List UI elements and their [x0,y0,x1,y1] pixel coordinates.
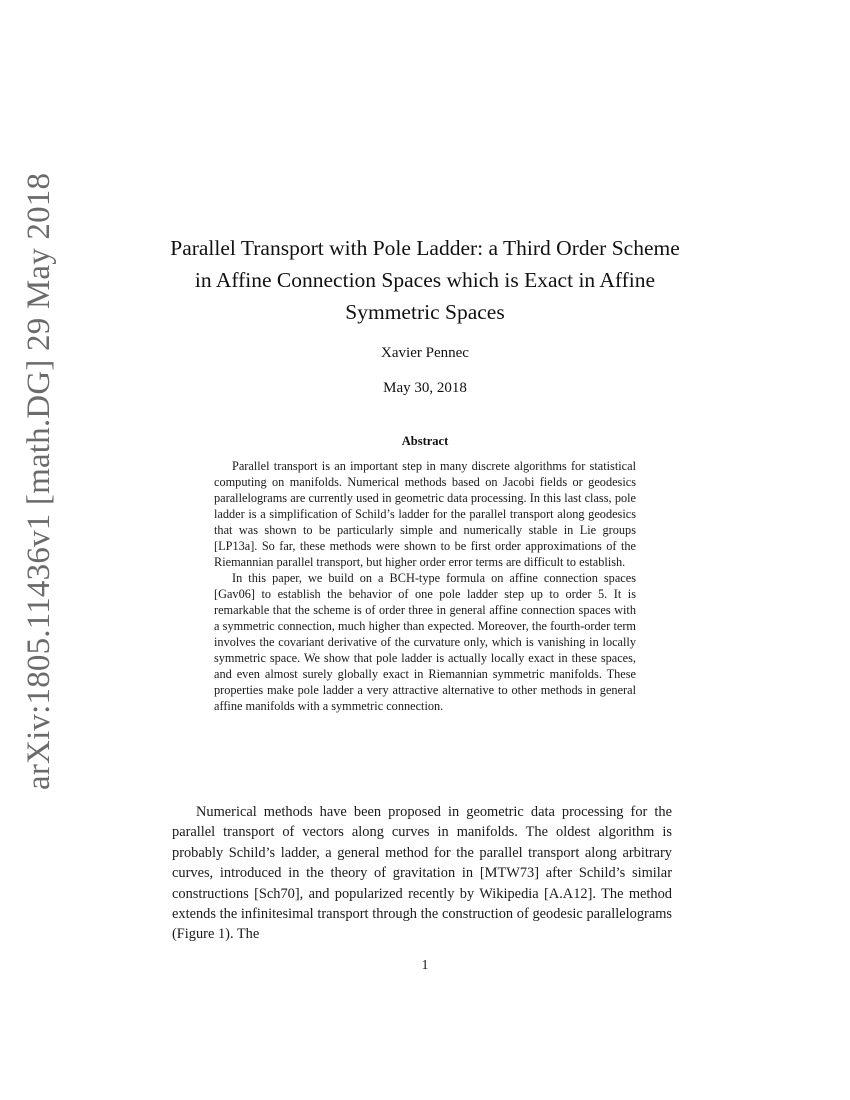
paper-title: Parallel Transport with Pole Ladder: a Third Order Scheme in Affine Connection Spaces which is Exact in Affine Symmetric Spaces [170,236,680,324]
abstract-paragraph: In this paper, we build on a BCH-type formula on affine connection spaces [Gav06] to establish the behavior of one pole ladder step up to order 5. It is remarkable that the scheme is of order three in general affine connection spaces with a symmetric connection, much higher than expected. Moreover, the fourth-order term involves the covariant derivative of the curvature only, which is vanishing in locally symmetric space. We show that pole ladder is actually locally exact in these spaces, and even almost surely globally exact in Riemannian symmetric manifolds. These properties make pole ladder a very attractive alternative to other methods in general affine manifolds with a symmetric connection. [214,571,636,713]
page-number: 1 [421,958,429,973]
publication-date: May 30, 2018 [383,380,467,396]
abstract-body [214,458,636,714]
abstract-heading: Abstract [401,434,449,448]
abstract-paragraph: Parallel transport is an important step in many discrete algorithms for statistical computing on manifolds. Numerical methods based on Jacobi fields or geodesics parallelograms are currently used in geometric data processing. In this last class, pole ladder is a simplification of Schild’s ladder for the parallel transport along geodesics that was shown to be particularly simple and numerically stable in Lie groups [LP13a]. So far, these methods were shown to be first order approximations of the Riemannian parallel transport, but higher order error terms are difficult to establish. [214,459,636,569]
arxiv-stamp-text: arXiv:1805.11436v1 [math.DG] 29 May 2018 [21,172,57,790]
introduction-paragraph: Numerical methods have been proposed in geometric data processing for the parallel transport of vectors along curves in manifolds. The oldest algorithm is probably Schild’s ladder, a general method for the parallel transport along arbitrary curves, introduced in the theory of gravitation in [MTW73] after Schild’s similar constructions [Sch70], and popularized recently by Wikipedia [A.A12]. The method extends the infinitesimal transport through the construction of geodesic parallelograms (Figure 1). The [172,804,672,943]
author-name: Xavier Pennec [381,345,469,361]
